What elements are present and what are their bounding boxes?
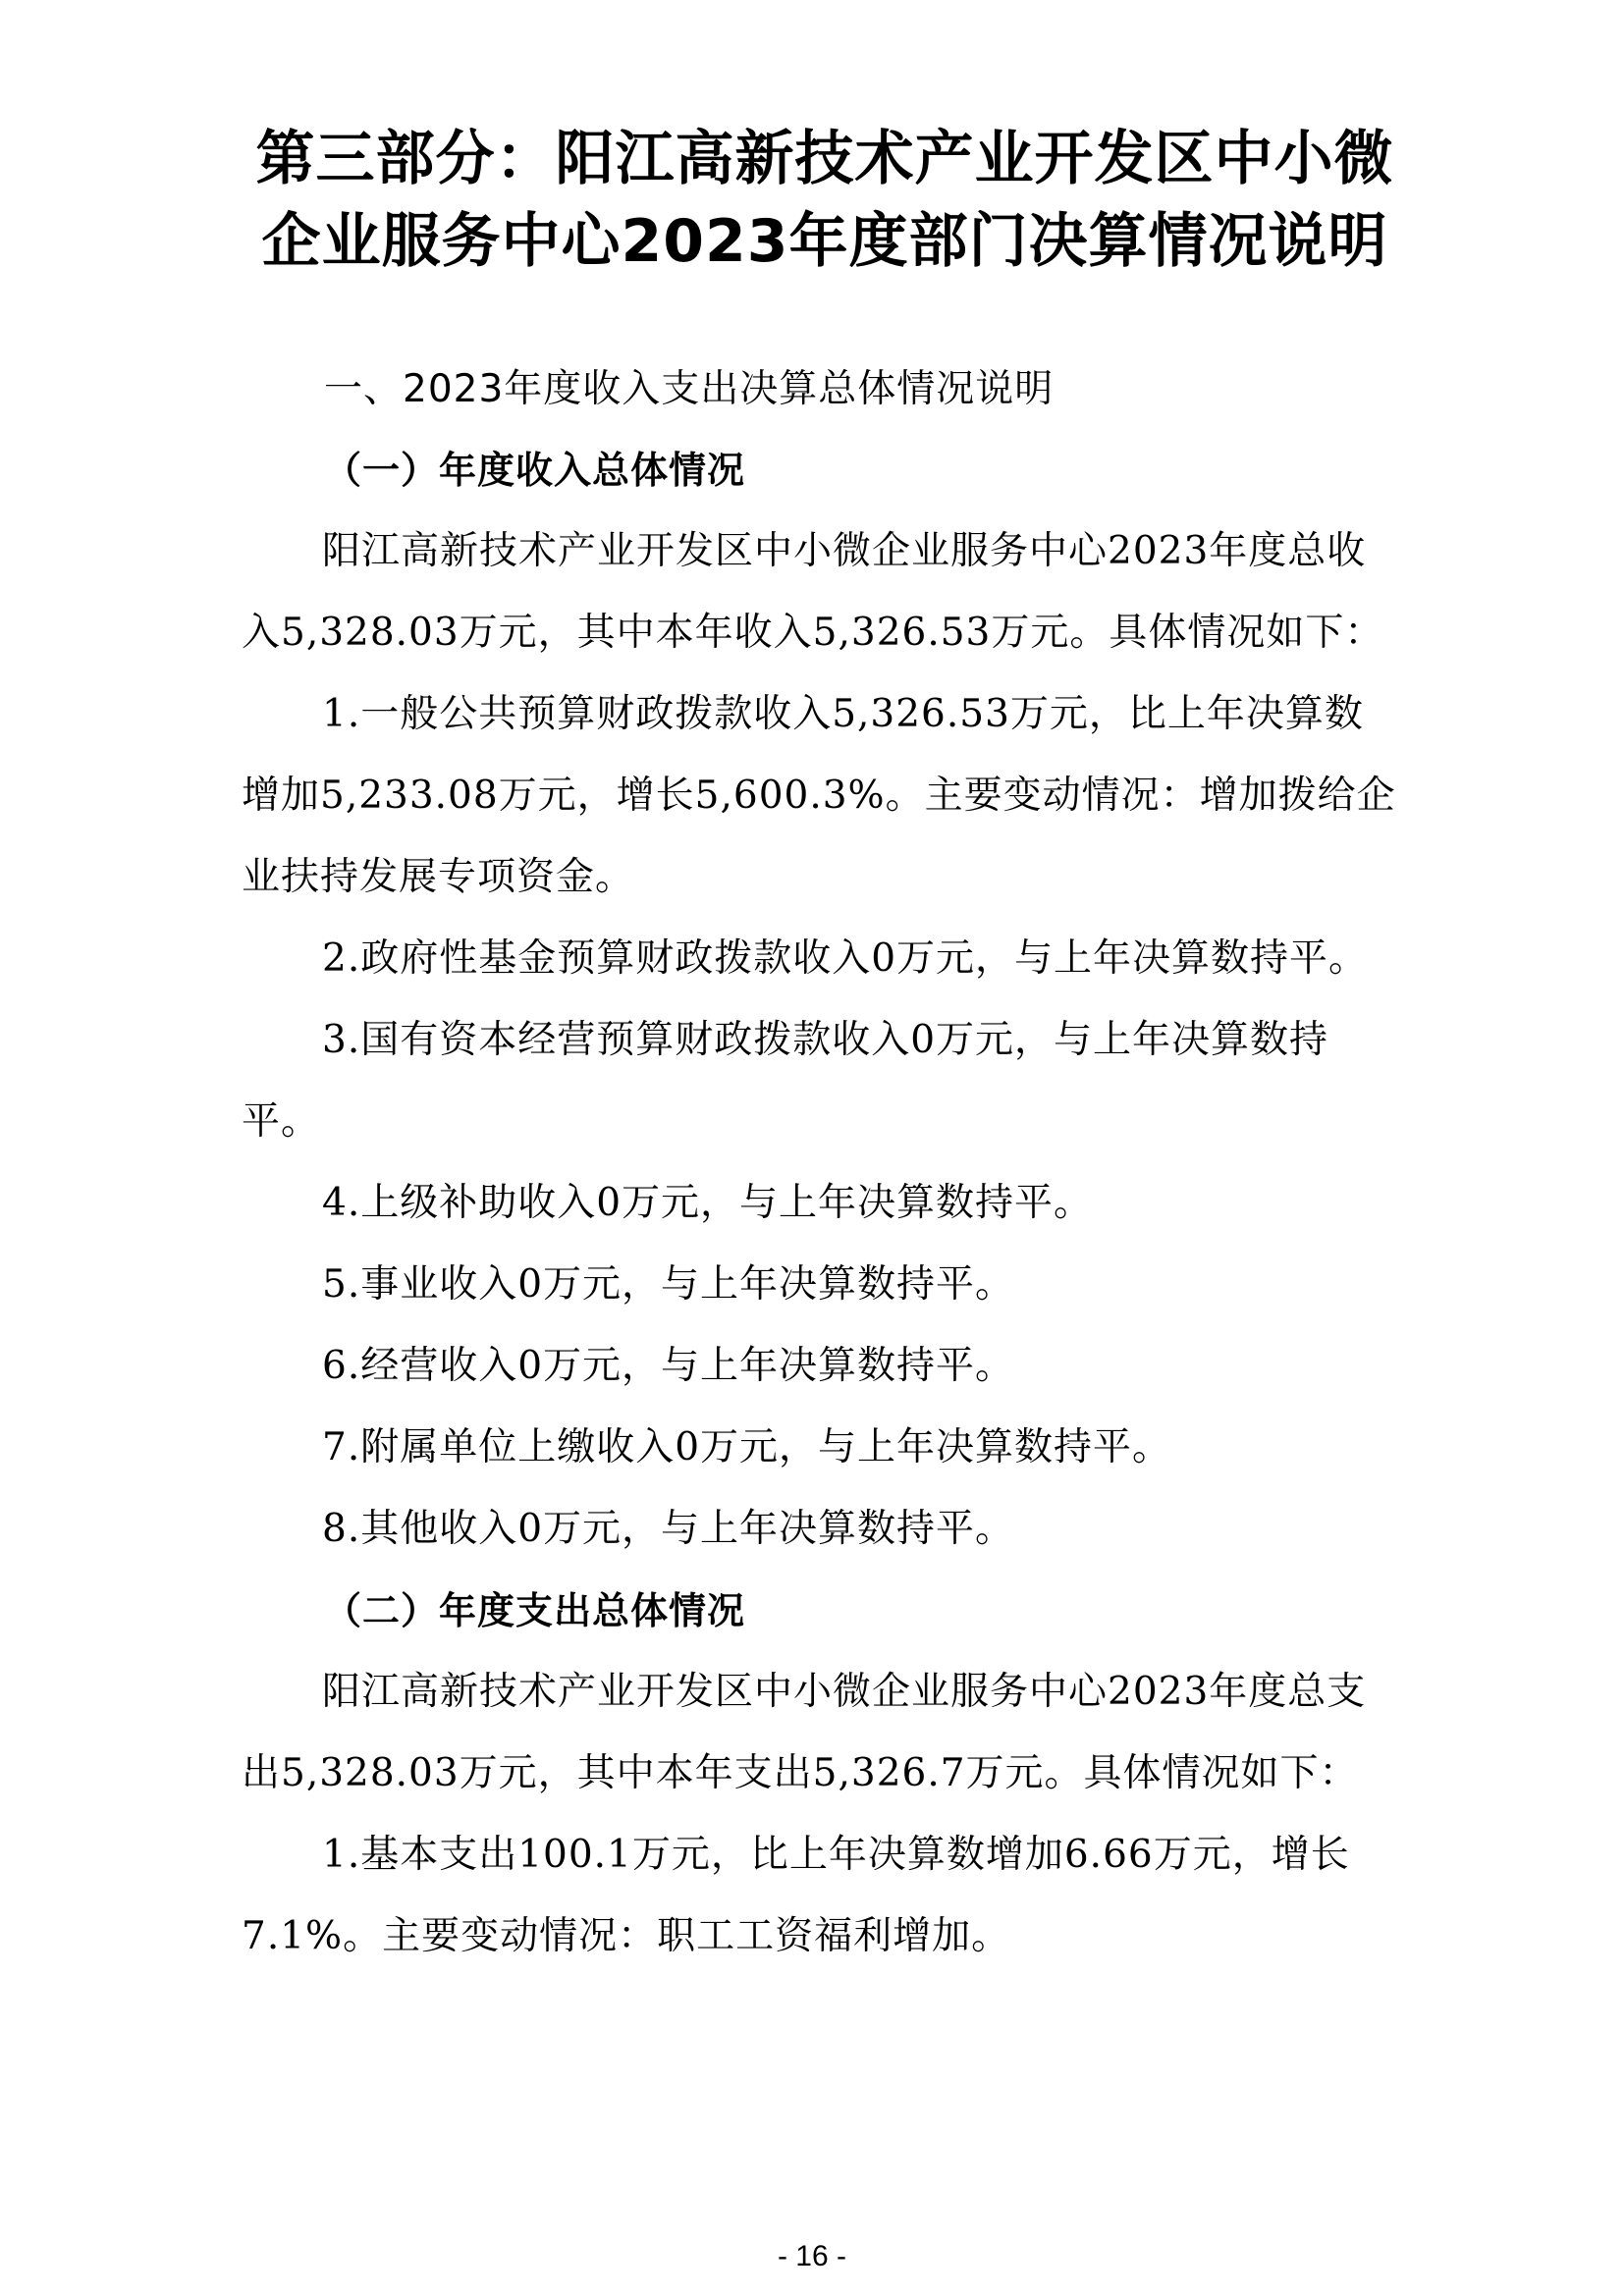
income-item-3-line-1: 3.国有资本经营预算财政拨款收入0万元，与上年决算数持: [322, 1018, 1329, 1062]
income-item-7: 7.附属单位上缴收入0万元，与上年决算数持平。: [322, 1425, 1172, 1469]
income-item-4: 4.上级补助收入0万元，与上年决算数持平。: [322, 1181, 1094, 1225]
income-item-2: 2.政府性基金预算财政拨款收入0万元，与上年决算数持平。: [322, 936, 1369, 981]
income-item-6: 6.经营收入0万元，与上年决算数持平。: [322, 1344, 1015, 1388]
income-item-1-line-3: 业扶持发展专项资金。: [242, 855, 635, 899]
title-line-2: 企业服务中心2023年度部门决算情况说明: [261, 207, 1388, 276]
income-item-5: 5.事业收入0万元，与上年决算数持平。: [322, 1262, 1015, 1307]
income-item-1-line-2: 增加5,233.08万元，增长5,600.3%。主要变动情况：增加拨给企: [242, 774, 1396, 818]
income-intro-line-1: 阳江高新技术产业开发区中小微企业服务中心2023年度总收: [322, 529, 1367, 573]
subsection-heading-expenditure: （二）年度支出总体情况: [324, 1589, 746, 1632]
title-line-1: 第三部分：阳江高新技术产业开发区中小微: [255, 125, 1394, 193]
income-item-8: 8.其他收入0万元，与上年决算数持平。: [322, 1507, 1015, 1551]
income-item-1-line-1: 1.一般公共预算财政拨款收入5,326.53万元，比上年决算数: [322, 692, 1364, 736]
income-item-3-line-2: 平。: [242, 1099, 321, 1144]
expenditure-intro-line-1: 阳江高新技术产业开发区中小微企业服务中心2023年度总支: [322, 1670, 1367, 1714]
income-intro-line-2: 入5,328.03万元，其中本年收入5,326.53万元。具体情况如下：: [242, 611, 1384, 655]
subsection-heading-income: （一）年度收入总体情况: [324, 449, 746, 492]
page-number: - 16 -: [777, 2240, 847, 2272]
expenditure-item-1-line-2: 7.1%。主要变动情况：职工工资福利增加。: [242, 1914, 1011, 1958]
section-heading-1: 一、2023年度收入支出决算总体情况说明: [324, 367, 1055, 411]
expenditure-item-1-line-1: 1.基本支出100.1万元，比上年决算数增加6.66万元，增长: [322, 1833, 1350, 1877]
expenditure-intro-line-2: 出5,328.03万元，其中本年支出5,326.7万元。具体情况如下：: [242, 1751, 1359, 1795]
document-title: [236, 118, 1414, 283]
